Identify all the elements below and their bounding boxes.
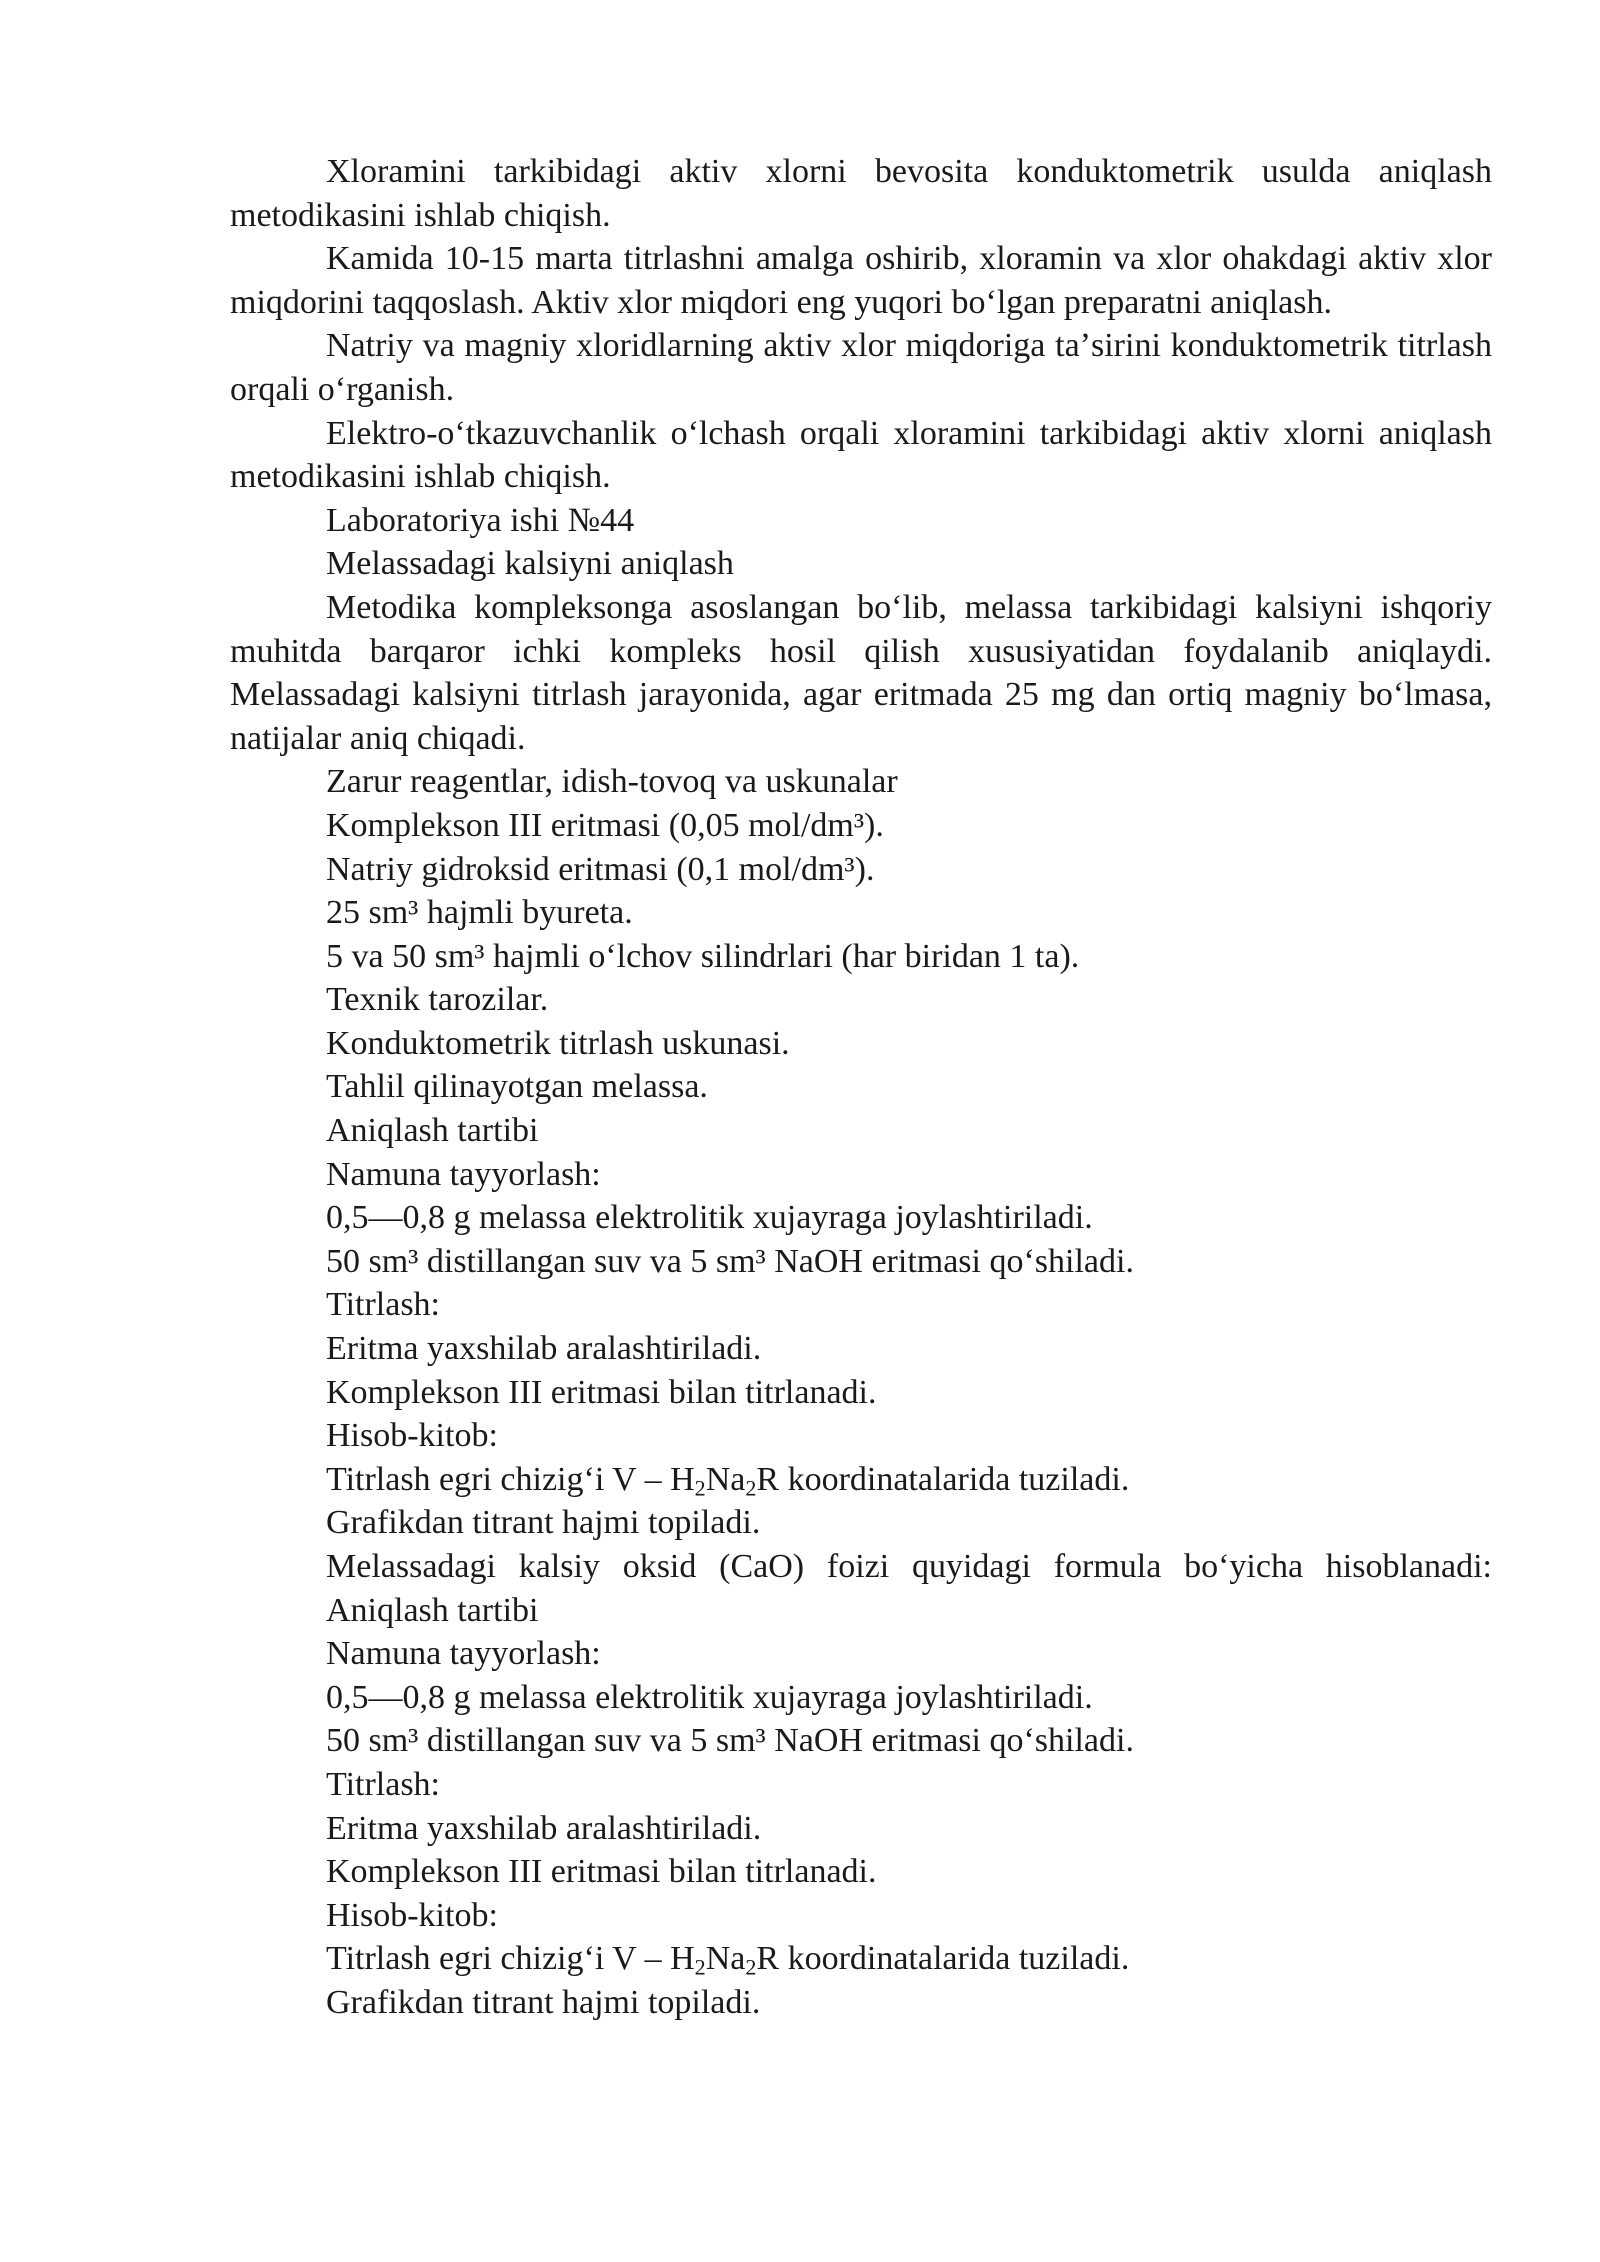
reagents-heading: Zarur reagentlar, idish-tovoq va uskunalar [326, 763, 898, 801]
sample-step: 50 sm³ distillangan suv va 5 sm³ NaOH eritmasi qoʻshiladi. [326, 1722, 1134, 1760]
procedure-heading: Aniqlash tartibi [326, 1591, 539, 1629]
reagent-item: Komplekson III eritmasi (0,05 mol/dm³). [326, 806, 884, 844]
curve-line [230, 1937, 1492, 1981]
titration-step: Eritma yaxshilab aralashtiriladi. [326, 1809, 762, 1847]
titration-step: Komplekson III eritmasi bilan titrlanadi. [326, 1853, 877, 1891]
reagent-item: Tahlil qilinayotgan melassa. [326, 1068, 708, 1106]
sample-step: 0,5—0,8 g melassa elektrolitik xujayraga joylashtiriladi. [326, 1678, 1093, 1716]
curve-line [230, 1458, 1492, 1502]
curve-subscript: 2 [694, 1954, 706, 1980]
reagent-item: Natriy gidroksid eritmasi (0,1 mol/dm³). [326, 850, 875, 888]
volume-line: Grafikdan titrant hajmi topiladi. [326, 1504, 761, 1542]
paragraph-task-2: Kamida 10-15 marta titrlashni amalga oshirib, xloramin va xlor ohakdagi aktiv xlor miqdorini taqqoslash. Aktiv xlor miqdori eng yuqori boʻlgan preparatni aniqlash. [230, 240, 1492, 321]
curve-mid: Na [705, 1940, 746, 1978]
calc-heading: Hisob-kitob: [326, 1417, 498, 1455]
curve-suffix: R koordinatalarida tuziladi. [756, 1940, 1130, 1978]
curve-subscript: 2 [694, 1475, 706, 1501]
volume-line: Grafikdan titrant hajmi topiladi. [326, 1983, 761, 2021]
curve-mid: Na [705, 1460, 746, 1498]
paragraph-cao-formula: Melassadagi kalsiy oksid (CaO) foizi quyidagi formula boʻyicha hisoblanadi: [326, 1548, 1492, 1585]
titration-step: Eritma yaxshilab aralashtiriladi. [326, 1330, 762, 1368]
titration-heading: Titrlash: [326, 1286, 441, 1324]
procedure-heading: Aniqlash tartibi [326, 1112, 539, 1150]
curve-subscript: 2 [745, 1475, 757, 1501]
titration-step: Komplekson III eritmasi bilan titrlanadi. [326, 1373, 877, 1411]
sample-step: 50 sm³ distillangan suv va 5 sm³ NaOH eritmasi qoʻshiladi. [326, 1242, 1134, 1280]
paragraph-task-1: Xloramini tarkibidagi aktiv xlorni bevosita konduktometrik usulda aniqlash metodikasini ishlab chiqish. [230, 153, 1492, 234]
reagent-item: 5 va 50 sm³ hajmli oʻlchov silindrlari (har biridan 1 ta). [326, 937, 1080, 975]
reagent-item: Konduktometrik titrlash uskunasi. [326, 1024, 790, 1062]
lab-subtitle: Melassadagi kalsiyni aniqlash [326, 545, 734, 583]
sample-heading: Namuna tayyorlash: [326, 1635, 601, 1673]
curve-prefix: Titrlash egri chizigʻi V – H [326, 1460, 695, 1498]
curve-suffix: R koordinatalarida tuziladi. [756, 1460, 1130, 1498]
reagent-item: 25 sm³ hajmli byureta. [326, 894, 633, 932]
sample-step: 0,5—0,8 g melassa elektrolitik xujayraga joylashtiriladi. [326, 1199, 1093, 1237]
lab-title: Laboratoriya ishi №44 [326, 501, 635, 539]
curve-prefix: Titrlash egri chizigʻi V – H [326, 1940, 695, 1978]
curve-subscript: 2 [745, 1954, 757, 1980]
document-page [230, 150, 1492, 2025]
paragraph-method-description: Metodika kompleksonga asoslangan boʻlib, melassa tarkibidagi kalsiyni ishqoriy muhitda barqaror ichki kompleks hosil qilish xususiyatidan foydalanib aniqlaydi. Melassadagi kalsiyni titrlash jarayonida, agar eritmada 25 mg dan ortiq magniy boʻlmasa, natijalar aniq chiqadi. [230, 588, 1492, 757]
reagent-item: Texnik tarozilar. [326, 981, 549, 1019]
sample-heading: Namuna tayyorlash: [326, 1155, 601, 1193]
paragraph-task-4: Elektro-oʻtkazuvchanlik oʻlchash orqali xloramini tarkibidagi aktiv xlorni aniqlash metodikasini ishlab chiqish. [230, 414, 1492, 496]
titration-heading: Titrlash: [326, 1765, 441, 1803]
calc-heading: Hisob-kitob: [326, 1896, 498, 1934]
paragraph-task-3: Natriy va magniy xloridlarning aktiv xlor miqdoriga taʼsirini konduktometrik titrlash orqali oʻrganish. [230, 327, 1492, 408]
